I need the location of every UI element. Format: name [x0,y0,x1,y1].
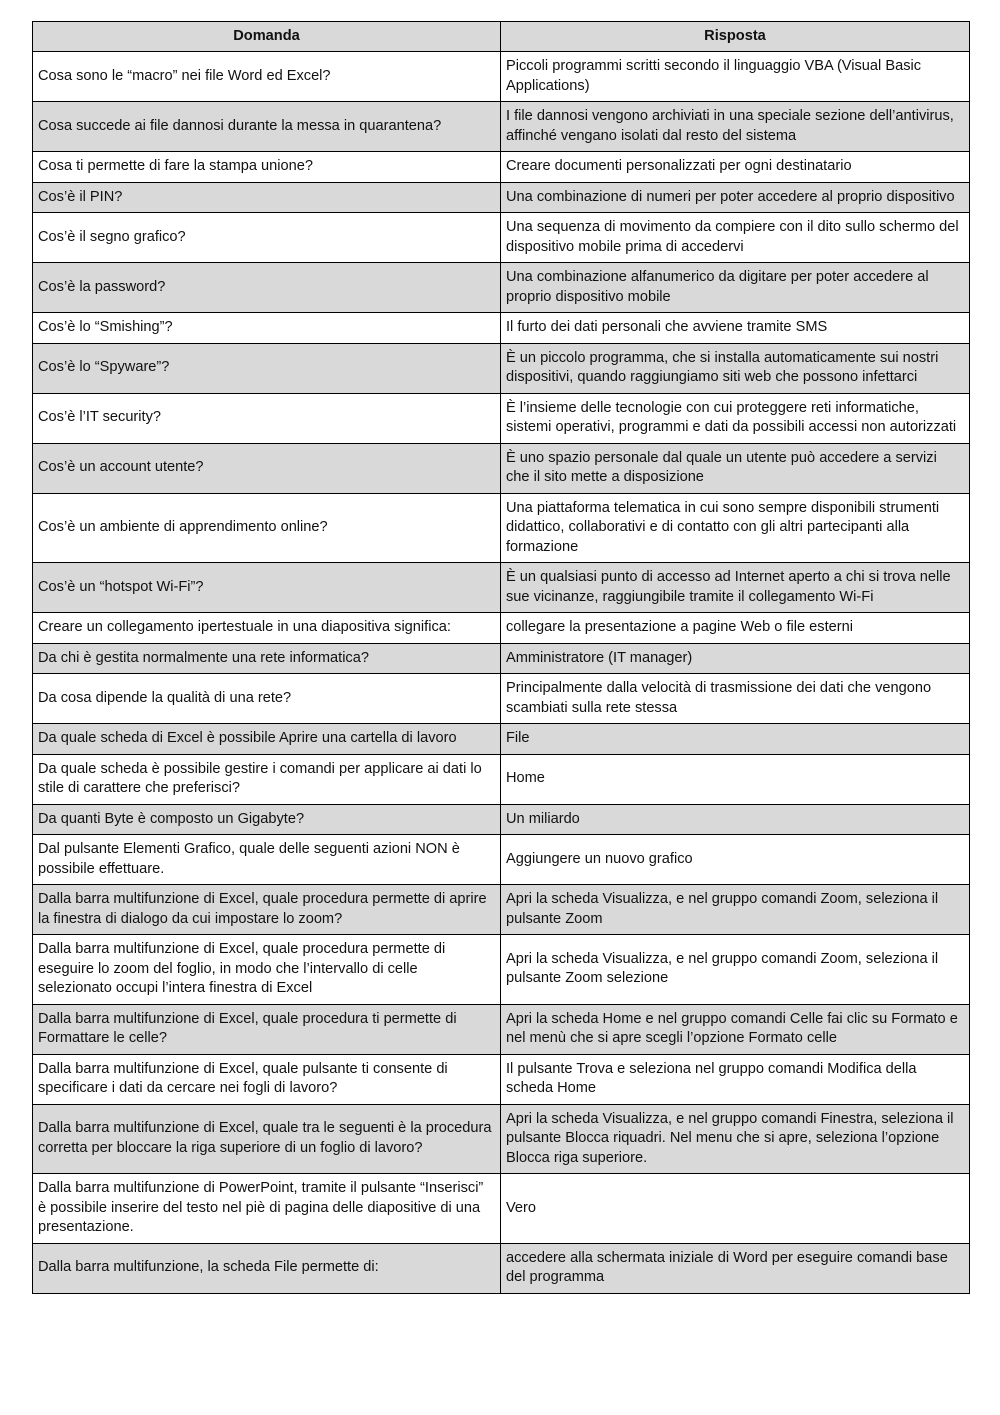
table-row [33,443,970,493]
table-row [33,393,970,443]
answer-cell: Creare documenti personalizzati per ogni destinatario [501,152,970,183]
table-row [33,885,970,935]
question-cell: Dalla barra multifunzione di Excel, quale pulsante ti consente di specificare i dati da cercare nei fogli di lavoro? [33,1054,501,1104]
question-cell: Dalla barra multifunzione di PowerPoint, tramite il pulsante “Inserisci” è possibile inserire del testo nel piè di pagina delle diapositive di una presentazione. [33,1174,501,1244]
answer-cell: È l’insieme delle tecnologie con cui proteggere reti informatiche, sistemi operativi, programmi e dati da possibili accessi non autorizzati [501,393,970,443]
answer-cell: È un qualsiasi punto di accesso ad Internet aperto a chi si trova nelle sue vicinanze, raggiungibile tramite il collegamento Wi-Fi [501,563,970,613]
question-cell: Da quale scheda di Excel è possibile Aprire una cartella di lavoro [33,724,501,755]
question-cell: Cosa succede ai file dannosi durante la messa in quarantena? [33,102,501,152]
question-column-header: Domanda [33,22,501,52]
table-row [33,52,970,102]
table-row [33,1243,970,1293]
header-row [33,22,970,52]
table-row [33,313,970,344]
answer-cell: Apri la scheda Visualizza, e nel gruppo comandi Zoom, seleziona il pulsante Zoom [501,885,970,935]
answer-cell: Piccoli programmi scritti secondo il linguaggio VBA (Visual Basic Applications) [501,52,970,102]
table-row [33,102,970,152]
answer-cell: È uno spazio personale dal quale un utente può accedere a servizi che il sito mette a disposizione [501,443,970,493]
answer-cell: Amministratore (IT manager) [501,643,970,674]
table-row [33,343,970,393]
question-cell: Da quale scheda è possibile gestire i comandi per applicare ai dati lo stile di carattere che preferisci? [33,754,501,804]
table-row [33,1174,970,1244]
answer-cell: Una sequenza di movimento da compiere con il dito sullo schermo del dispositivo mobile prima di accedervi [501,213,970,263]
question-cell: Dalla barra multifunzione di Excel, quale procedura permette di eseguire lo zoom del foglio, in modo che l’intervallo di celle selezionato occupi l’intera finestra di Excel [33,935,501,1005]
answer-cell: File [501,724,970,755]
answer-cell: Principalmente dalla velocità di trasmissione dei dati che vengono scambiati sulla rete stessa [501,674,970,724]
answer-cell: Apri la scheda Home e nel gruppo comandi Celle fai clic su Formato e nel menù che si apre scegli l’opzione Formato celle [501,1004,970,1054]
table-row [33,213,970,263]
question-cell: Cos’è un account utente? [33,443,501,493]
table-row [33,613,970,644]
table-row [33,835,970,885]
qa-table [32,21,970,1294]
table-body [33,52,970,1294]
table-row [33,493,970,563]
question-cell: Da cosa dipende la qualità di una rete? [33,674,501,724]
question-cell: Cos’è lo “Spyware”? [33,343,501,393]
question-cell: Dalla barra multifunzione, la scheda File permette di: [33,1243,501,1293]
question-cell: Cos’è la password? [33,263,501,313]
answer-cell: I file dannosi vengono archiviati in una speciale sezione dell’antivirus, affinché vengano isolati dal resto del sistema [501,102,970,152]
answer-cell: Una combinazione di numeri per poter accedere al proprio dispositivo [501,182,970,213]
question-cell: Da quanti Byte è composto un Gigabyte? [33,804,501,835]
table-row [33,724,970,755]
answer-cell: Una combinazione alfanumerico da digitare per poter accedere al proprio dispositivo mobile [501,263,970,313]
question-cell: Cosa ti permette di fare la stampa unione? [33,152,501,183]
table-row [33,263,970,313]
question-cell: Cos’è il segno grafico? [33,213,501,263]
table-row [33,804,970,835]
table-row [33,674,970,724]
table-row [33,182,970,213]
table-row [33,1054,970,1104]
answer-column-header: Risposta [501,22,970,52]
answer-cell: accedere alla schermata iniziale di Word per eseguire comandi base del programma [501,1243,970,1293]
table-row [33,563,970,613]
answer-cell: Una piattaforma telematica in cui sono sempre disponibili strumenti didattico, collaborativi e di contatto con gli altri partecipanti alla formazione [501,493,970,563]
table-row [33,1104,970,1174]
question-cell: Cos’è l’IT security? [33,393,501,443]
question-cell: Cos’è un ambiente di apprendimento online? [33,493,501,563]
answer-cell: Vero [501,1174,970,1244]
answer-cell: Il furto dei dati personali che avviene tramite SMS [501,313,970,344]
question-cell: Creare un collegamento ipertestuale in una diapositiva significa: [33,613,501,644]
question-cell: Cos’è lo “Smishing”? [33,313,501,344]
table-row [33,1004,970,1054]
table-row [33,754,970,804]
answer-cell: collegare la presentazione a pagine Web o file esterni [501,613,970,644]
question-cell: Dal pulsante Elementi Grafico, quale delle seguenti azioni NON è possibile effettuare. [33,835,501,885]
question-cell: Dalla barra multifunzione di Excel, quale procedura permette di aprire la finestra di dialogo da cui impostare lo zoom? [33,885,501,935]
table-row [33,152,970,183]
question-cell: Cos’è un “hotspot Wi-Fi”? [33,563,501,613]
question-cell: Da chi è gestita normalmente una rete informatica? [33,643,501,674]
answer-cell: Apri la scheda Visualizza, e nel gruppo comandi Zoom, seleziona il pulsante Zoom selezione [501,935,970,1005]
answer-cell: Il pulsante Trova e seleziona nel gruppo comandi Modifica della scheda Home [501,1054,970,1104]
answer-cell: Aggiungere un nuovo grafico [501,835,970,885]
question-cell: Cosa sono le “macro” nei file Word ed Excel? [33,52,501,102]
table-row [33,643,970,674]
question-cell: Cos’è il PIN? [33,182,501,213]
question-cell: Dalla barra multifunzione di Excel, quale tra le seguenti è la procedura corretta per bloccare la riga superiore di un foglio di lavoro? [33,1104,501,1174]
answer-cell: Home [501,754,970,804]
answer-cell: Un miliardo [501,804,970,835]
answer-cell: Apri la scheda Visualizza, e nel gruppo comandi Finestra, seleziona il pulsante Blocca riquadri. Nel menu che si apre, seleziona l’opzione Blocca riga superiore. [501,1104,970,1174]
table-row [33,935,970,1005]
answer-cell: È un piccolo programma, che si installa automaticamente sui nostri dispositivi, quando raggiungiamo siti web che possono infettarci [501,343,970,393]
question-cell: Dalla barra multifunzione di Excel, quale procedura ti permette di Formattare le celle? [33,1004,501,1054]
